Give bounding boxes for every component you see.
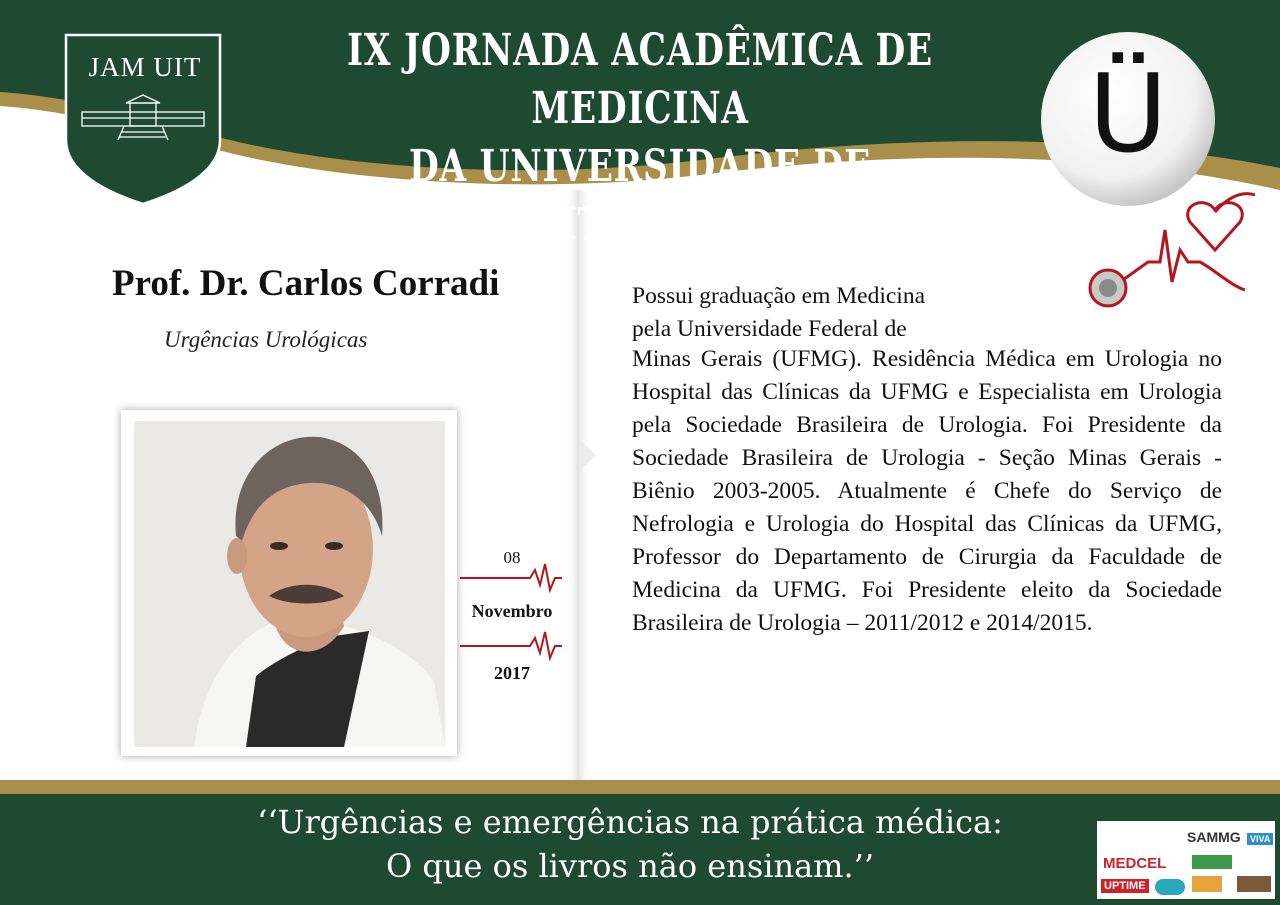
footer-gold-band xyxy=(0,780,1280,794)
date-month: Novembro xyxy=(471,601,553,621)
sponsor-mark-green xyxy=(1192,855,1232,869)
bio-line2: pela Universidade Federal de xyxy=(632,316,907,342)
speaker-photo xyxy=(134,421,445,747)
event-title-line2: DA UNIVERSIDADE DE ITAÚNA xyxy=(408,141,872,250)
heartbeat-line-bottom xyxy=(460,632,562,658)
sponsor-medcel: MEDCEL xyxy=(1103,855,1167,872)
sponsor-uptime: UPTIME xyxy=(1101,879,1149,893)
speaker-topic: Urgências Urológicas xyxy=(164,327,368,352)
logo-letter: Ü xyxy=(1088,52,1168,177)
speaker-name: Prof. Dr. Carlos Corradi xyxy=(112,263,500,304)
sponsor-sammg: SAMMG xyxy=(1187,829,1241,845)
sponsor-mark-teal xyxy=(1155,879,1185,895)
sponsor-logos xyxy=(1097,821,1275,899)
event-title-line1: IX JORNADA ACADÊMICA DE MEDICINA xyxy=(347,25,933,134)
footer-quote-line2: O que os livros não ensinam.’’ xyxy=(385,847,875,885)
event-title xyxy=(336,22,944,254)
badge-label: JAM UIT xyxy=(88,52,202,82)
bio-intro xyxy=(632,280,1052,346)
sponsor-mark-brown xyxy=(1237,876,1271,892)
date-day: 08 xyxy=(503,548,521,567)
bio-line1: Possui graduação em Medicina xyxy=(632,283,926,309)
sponsor-mark-orange xyxy=(1192,876,1222,892)
sponsor-viva: VIVA xyxy=(1247,833,1273,845)
stethoscope-icon xyxy=(1120,194,1255,290)
footer-quote-line1: ‘‘Urgências e emergências na prática médica: xyxy=(257,803,1003,841)
date-year: 2017 xyxy=(494,663,530,683)
bio-text: Minas Gerais (UFMG). Residência Médica em Urologia no Hospital das Clínicas da UFMG e Especialista em Urologia pela Sociedade Brasileira de Urologia. Foi Presidente da Sociedade Brasileira de Urologia - Seção Minas Gerais - Biênio 2003-2005. Atualmente é Chefe do Serviço de Nefrologia e Urologia do Hospital das Clínicas da UFMG, Professor do Departamento de Cirurgia da Faculdade de Medicina da UFMG. Foi Presidente eleito da Sociedade Brasileira de Urologia – 2011/2012 e 2014/2015. xyxy=(632,346,1222,636)
footer-quote xyxy=(180,800,1080,888)
